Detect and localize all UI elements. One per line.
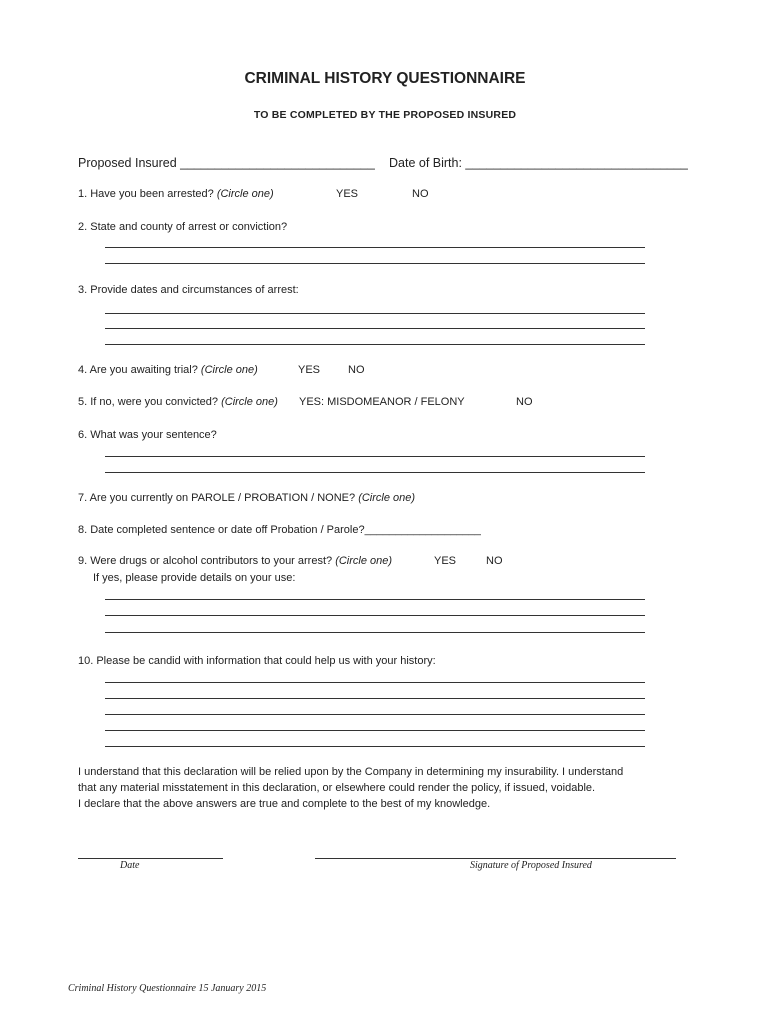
declaration-line-3: I declare that the above answers are true and complete to the best of my knowledge. [78, 798, 491, 810]
answer-line[interactable] [105, 698, 645, 699]
answer-line[interactable] [105, 746, 645, 747]
document-footer: Criminal History Questionnaire 15 January 2015 [68, 983, 267, 994]
question-5-hint: (Circle one) [221, 396, 278, 408]
answer-line[interactable] [105, 714, 645, 715]
question-9-followup: If yes, please provide details on your use: [93, 572, 296, 584]
answer-line[interactable] [105, 263, 645, 264]
answer-line[interactable] [105, 456, 645, 457]
question-4-yes-option[interactable]: YES [298, 364, 321, 376]
question-5-no-option[interactable]: NO [516, 396, 533, 408]
answer-line[interactable] [105, 328, 645, 329]
declaration-line-2: that any material misstatement in this declaration, or elsewhere could render the policy, if issued, voidable. [78, 782, 596, 794]
date-signature-line[interactable] [78, 858, 223, 859]
question-5 [78, 396, 278, 408]
question-1-text: 1. Have you been arrested? [78, 188, 214, 200]
question-9-hint: (Circle one) [335, 555, 393, 567]
question-1-no-option[interactable]: NO [412, 188, 429, 200]
proposed-insured-field[interactable]: Proposed Insured ____________________________ [78, 156, 375, 170]
question-3-text: 3. Provide dates and circumstances of arrest: [78, 284, 299, 296]
answer-line[interactable] [105, 632, 645, 633]
question-10-text: 10. Please be candid with information that could help us with your history: [78, 655, 436, 667]
question-1 [78, 188, 274, 200]
question-5-yes-option[interactable]: YES: MISDOMEANOR / FELONY [299, 396, 465, 408]
question-7-text[interactable]: 7. Are you currently on PAROLE / PROBATION / NONE? [78, 492, 356, 504]
question-4-no-option[interactable]: NO [348, 364, 365, 376]
answer-line[interactable] [105, 682, 645, 683]
question-9 [78, 555, 392, 567]
question-7 [78, 492, 415, 504]
document-subtitle: TO BE COMPLETED BY THE PROPOSED INSURED [253, 109, 517, 121]
document-title: CRIMINAL HISTORY QUESTIONNAIRE [244, 70, 526, 87]
question-2-text: 2. State and county of arrest or conviction? [78, 221, 288, 233]
question-9-text: 9. Were drugs or alcohol contributors to your arrest? [78, 555, 333, 567]
question-1-yes-option[interactable]: YES [336, 188, 359, 200]
insured-signature-line[interactable] [315, 858, 676, 859]
declaration-line-1: I understand that this declaration will be relied upon by the Company in determining my insurability. I understand [78, 766, 624, 778]
date-of-birth-field[interactable]: Date of Birth: ________________________________ [389, 156, 688, 170]
answer-line[interactable] [105, 599, 645, 600]
question-8-text[interactable]: 8. Date completed sentence or date off Probation / Parole?___________________ [78, 524, 481, 536]
question-5-text: 5. If no, were you convicted? [78, 396, 219, 408]
question-4-hint: (Circle one) [200, 364, 258, 376]
answer-line[interactable] [105, 615, 645, 616]
question-4 [78, 364, 258, 376]
answer-line[interactable] [105, 730, 645, 731]
answer-line[interactable] [105, 344, 645, 345]
question-1-hint: (Circle one) [216, 188, 274, 200]
signature-label: Signature of Proposed Insured [470, 860, 592, 871]
question-6-text: 6. What was your sentence? [78, 429, 217, 441]
answer-line[interactable] [105, 247, 645, 248]
question-9-no-option[interactable]: NO [486, 555, 503, 567]
question-9-yes-option[interactable]: YES [434, 555, 457, 567]
date-label: Date [120, 860, 140, 871]
question-7-hint: (Circle one) [358, 492, 416, 504]
answer-line[interactable] [105, 313, 645, 314]
question-4-text: 4. Are you awaiting trial? [78, 364, 198, 376]
answer-line[interactable] [105, 472, 645, 473]
